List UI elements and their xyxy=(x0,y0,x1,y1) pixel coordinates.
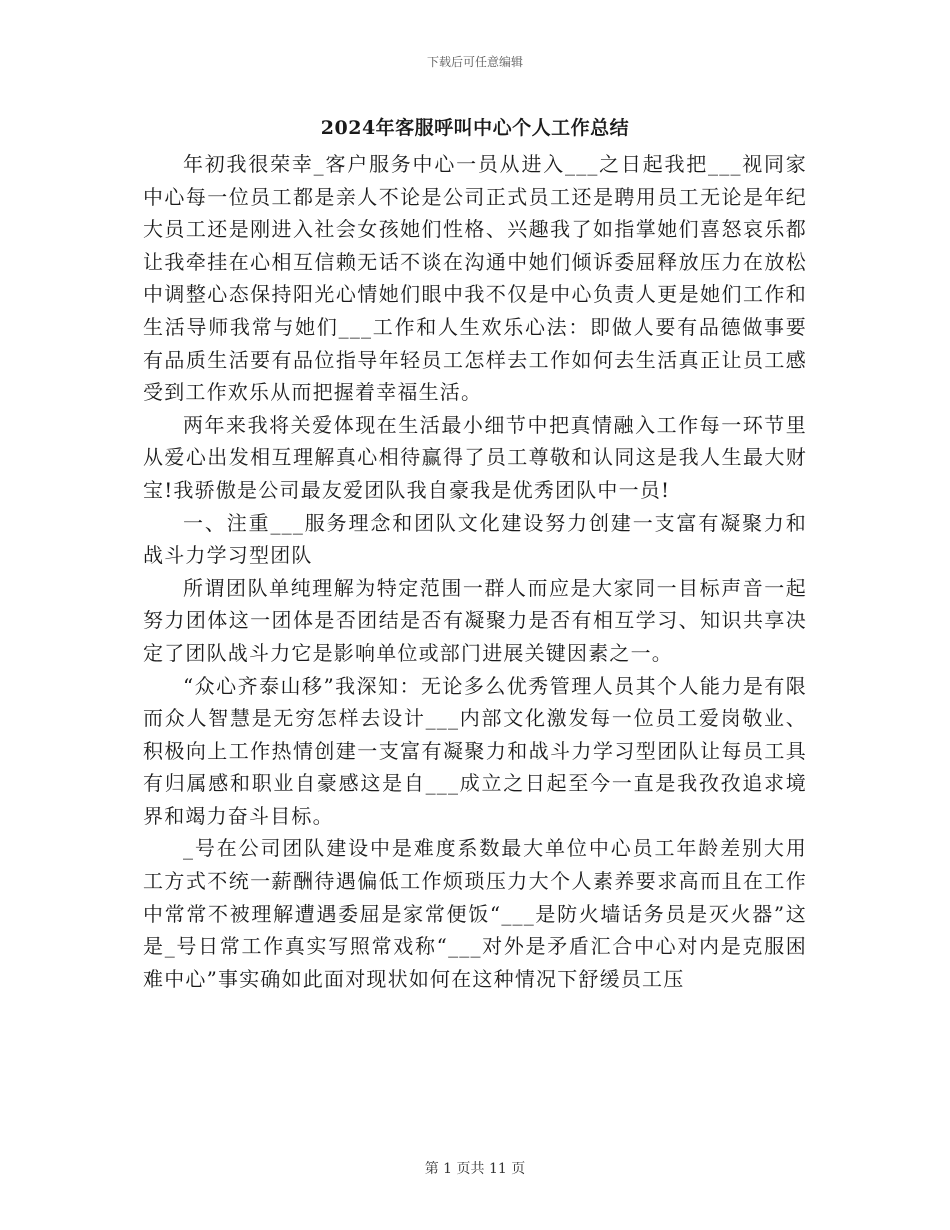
document-title: 2024年客服呼叫中心个人工作总结 xyxy=(320,117,630,139)
paragraph-4: “众心齐泰山移”我深知：无论多么优秀管理人员其个人能力是有限而众人智慧是无穷怎样去设计___内部文化激发每一位员工爱岗敬业、积极向上工作热情创建一支富有凝聚力和战斗力学习型团队让每员工具有归属感和职业自豪感这是自___成立之日起至今一直是我孜孜追求境界和竭力奋斗目标。 xyxy=(143,673,807,828)
header-note: 下载后可任意编辑 xyxy=(426,55,523,69)
document-body xyxy=(143,148,807,995)
paragraph-5: _号在公司团队建设中是难度系数最大单位中心员工年龄差别大用工方式不统一薪酬待遇偏低工作烦琐压力大个人素养要求高而且在工作中常常不被理解遭遇委屈是家常便饭“___是防火墙话务员是灭火器”这是_号日常工作真实写照常戏称“___对外是矛盾汇合中心对内是克服困难中心”事实确如此面对现状如何在这种情况下舒缓员工压 xyxy=(143,836,807,991)
section-heading-1: 一、注重___服务理念和团队文化建设努力创建一支富有凝聚力和战斗力学习型团队 xyxy=(143,510,807,568)
paragraph-2: 两年来我将关爱体现在生活最小细节中把真情融入工作每一环节里从爱心出发相互理解真心相待赢得了员工尊敬和认同这是我人生最大财宝!我骄傲是公司最友爱团队我自豪我是优秀团队中一员! xyxy=(143,412,807,502)
page-number: 第 1 页共 11 页 xyxy=(424,1161,526,1177)
paragraph-1: 年初我很荣幸_客户服务中心一员从进入___之日起我把___视同家中心每一位员工都是亲人不论是公司正式员工还是聘用员工无论是年纪大员工还是刚进入社会女孩她们性格、兴趣我了如指掌她们喜怒哀乐都让我牵挂在心相互信赖无话不谈在沟通中她们倾诉委屈释放压力在放松中调整心态保持阳光心情她们眼中我不仅是中心负责人更是她们工作和生活导师我常与她们___工作和人生欢乐心法：即做人要有品德做事要有品质生活要有品位指导年轻员工怎样去工作如何去生活真正让员工感受到工作欢乐从而把握着幸福生活。 xyxy=(143,152,807,405)
paragraph-3: 所谓团队单纯理解为特定范围一群人而应是大家同一目标声音一起努力团体这一团体是否团结是否有凝聚力是否有相互学习、知识共享决定了团队战斗力它是影响单位或部门进展关键因素之一。 xyxy=(143,575,807,665)
